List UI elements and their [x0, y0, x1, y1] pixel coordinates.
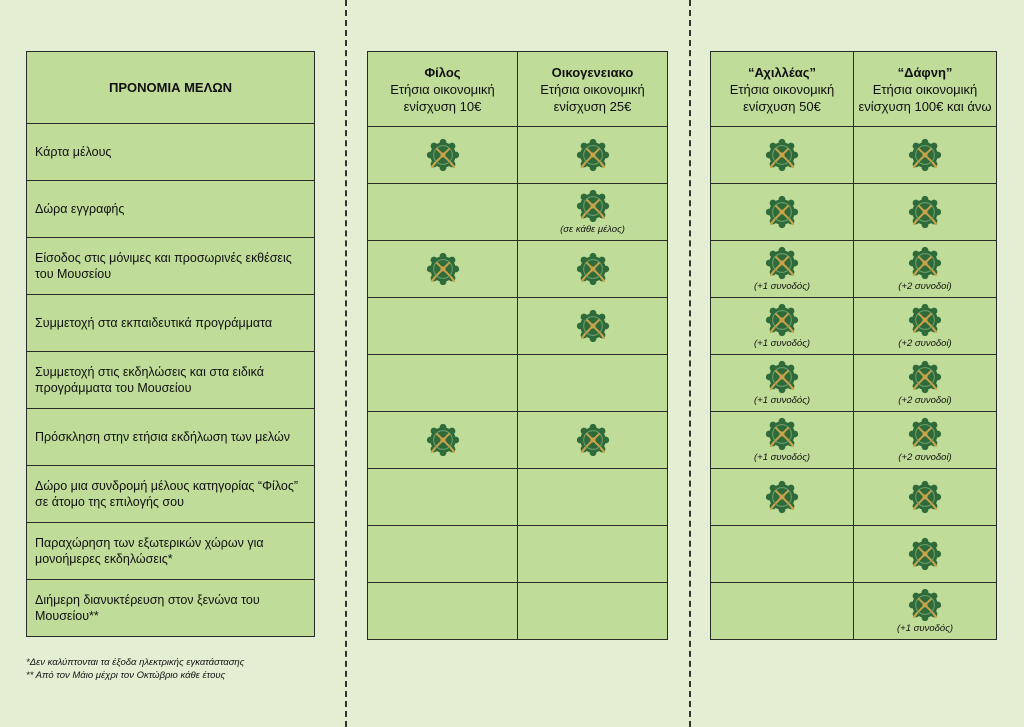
tier-cell: [368, 298, 518, 355]
tier-header: [711, 52, 854, 127]
tier-cell: [711, 355, 854, 412]
tier-description: Ετήσια οικονομική ενίσχυση 10€: [390, 81, 495, 114]
ornament-emblem-icon: [426, 423, 460, 457]
ornament-emblem-icon: [765, 480, 799, 514]
tier-cell: [711, 469, 854, 526]
benefit-row: Συμμετοχή στις εκδηλώσεις και στα ειδικά προγράμματα του Μουσείου: [27, 352, 315, 409]
ornament-emblem-icon: [908, 480, 942, 514]
companion-note: (+2 συνοδοί): [898, 338, 952, 349]
fold-line-right: [689, 0, 691, 727]
benefits-header: ΠΡΟΝΟΜΙΑ ΜΕΛΩΝ: [27, 52, 315, 124]
tier-name: Φίλος: [424, 64, 461, 80]
tier-cell: [711, 127, 854, 184]
tier-cell: [518, 298, 668, 355]
tier-header: [518, 52, 668, 127]
tier-cell: [854, 583, 997, 640]
ornament-emblem-icon: [576, 252, 610, 286]
benefit-row: Διήμερη διανυκτέρευση στον ξενώνα του Μουσείου**: [27, 580, 315, 637]
tier-cell: [854, 526, 997, 583]
tier-cell: [518, 469, 668, 526]
tier-cell: [518, 241, 668, 298]
tier-cell: [518, 127, 668, 184]
companion-note: (+1 συνοδός): [754, 281, 810, 292]
benefit-row: Κάρτα μέλους: [27, 124, 315, 181]
tier-cell: [711, 241, 854, 298]
ornament-emblem-icon: [765, 417, 799, 451]
benefit-row: Είσοδος στις μόνιμες και προσωρινές εκθέσεις του Μουσείου: [27, 238, 315, 295]
companion-note: (+1 συνοδός): [754, 452, 810, 463]
ornament-emblem-icon: [576, 423, 610, 457]
tier-cell: [854, 298, 997, 355]
tier-cell: [711, 583, 854, 640]
ornament-emblem-icon: [576, 189, 610, 223]
footnotes: [26, 656, 244, 682]
tier-cell: [854, 127, 997, 184]
companion-note: (+1 συνοδός): [897, 623, 953, 634]
fold-line-left: [345, 0, 347, 727]
ornament-emblem-icon: [908, 417, 942, 451]
companion-note: (+2 συνοδοί): [898, 452, 952, 463]
tier-name: “Δάφνη”: [897, 64, 953, 80]
benefit-row: Παραχώρηση των εξωτερικών χώρων για μονοήμερες εκδηλώσεις*: [27, 523, 315, 580]
tier-cell: [854, 412, 997, 469]
tier-cell: [854, 184, 997, 241]
ornament-emblem-icon: [426, 138, 460, 172]
ornament-emblem-icon: [426, 252, 460, 286]
tiers-table-basic: [367, 51, 668, 640]
tier-cell: [368, 184, 518, 241]
companion-note: (+1 συνοδός): [754, 338, 810, 349]
tier-cell: [518, 583, 668, 640]
tier-cell: [368, 526, 518, 583]
tier-cell: [711, 526, 854, 583]
tier-cell: [368, 241, 518, 298]
tier-cell: [368, 127, 518, 184]
tier-header: [854, 52, 997, 127]
tier-cell: [518, 184, 668, 241]
tier-header: [368, 52, 518, 127]
tier-cell: [711, 412, 854, 469]
ornament-emblem-icon: [765, 303, 799, 337]
ornament-emblem-icon: [765, 360, 799, 394]
companion-note: (+2 συνοδοί): [898, 281, 952, 292]
tier-description: Ετήσια οικονομική ενίσχυση 100€ και άνω: [858, 81, 992, 114]
tier-cell: [368, 355, 518, 412]
ornament-emblem-icon: [576, 309, 610, 343]
tier-cell: [518, 355, 668, 412]
tier-description: Ετήσια οικονομική ενίσχυση 25€: [540, 81, 645, 114]
ornament-emblem-icon: [908, 360, 942, 394]
ornament-emblem-icon: [908, 588, 942, 622]
tier-cell: [711, 184, 854, 241]
benefit-row: Πρόσκληση στην ετήσια εκδήλωση των μελών: [27, 409, 315, 466]
companion-note: (+2 συνοδοί): [898, 395, 952, 406]
ornament-emblem-icon: [765, 246, 799, 280]
benefit-row: Δώρα εγγραφής: [27, 181, 315, 238]
ornament-emblem-icon: [908, 195, 942, 229]
tier-cell: [368, 469, 518, 526]
ornament-emblem-icon: [908, 138, 942, 172]
benefit-row: Συμμετοχή στα εκπαιδευτικά προγράμματα: [27, 295, 315, 352]
ornament-emblem-icon: [908, 246, 942, 280]
tiers-table-premium: [710, 51, 997, 640]
tier-cell: [518, 412, 668, 469]
tier-cell: [854, 469, 997, 526]
tier-cell: [368, 412, 518, 469]
tier-cell: [518, 526, 668, 583]
tier-cell: [854, 241, 997, 298]
footnote: *Δεν καλύπτονται τα έξοδα ηλεκτρικής εγκατάστασης: [26, 657, 245, 668]
benefit-row: Δώρο μια συνδρομή μέλους κατηγορίας “Φίλος” σε άτομο της επιλογής σου: [27, 466, 315, 523]
tier-name: “Αχιλλέας”: [747, 64, 817, 80]
ornament-emblem-icon: [908, 303, 942, 337]
companion-note: (σε κάθε μέλος): [560, 224, 625, 235]
benefits-table: [26, 51, 315, 637]
ornament-emblem-icon: [765, 195, 799, 229]
ornament-emblem-icon: [908, 537, 942, 571]
ornament-emblem-icon: [765, 138, 799, 172]
ornament-emblem-icon: [576, 138, 610, 172]
tier-cell: [368, 583, 518, 640]
companion-note: (+1 συνοδός): [754, 395, 810, 406]
tier-cell: [711, 298, 854, 355]
tier-description: Ετήσια οικονομική ενίσχυση 50€: [729, 81, 835, 114]
tier-cell: [854, 355, 997, 412]
tier-name: Οικογενειακο: [551, 64, 634, 80]
footnote: ** Από τον Μάιο μέχρι τον Οκτώβριο κάθε έτους: [26, 670, 226, 681]
